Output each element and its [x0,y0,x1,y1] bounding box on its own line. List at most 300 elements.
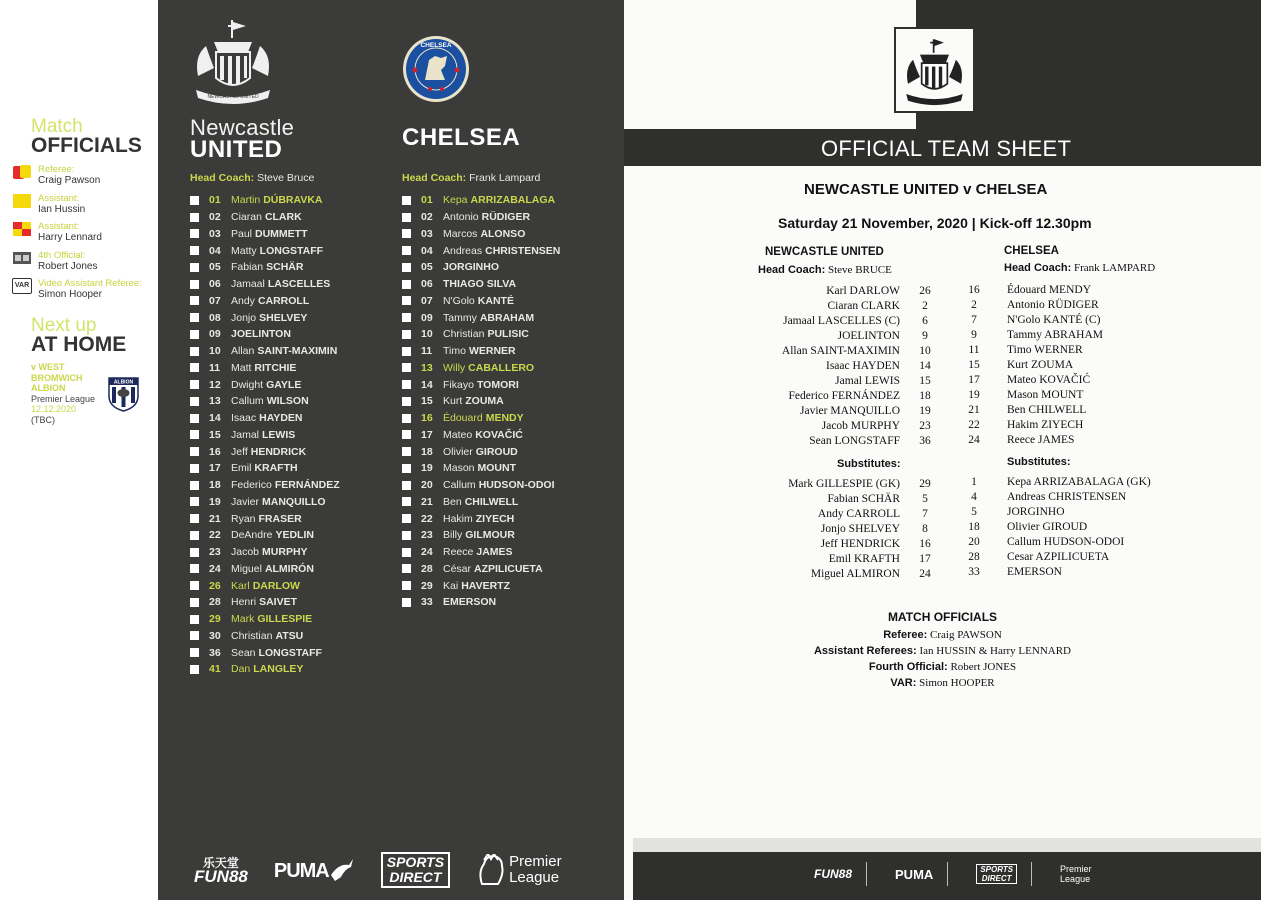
home-team-heading: NEWCASTLE UNITED [765,246,884,258]
lineup-row [782,404,950,419]
official-name: Craig Pawson [38,175,101,186]
player-name: Javier MANQUILLO [800,405,900,418]
player-first-name: Christian [443,328,485,341]
red-yellow-cards-icon [12,164,32,180]
squad-row [402,276,560,293]
checkbox[interactable] [402,229,411,238]
player-last-name: AZPILICUETA [474,562,543,575]
squad-number: 21 [421,495,433,508]
official-value: Ian HUSSIN & Harry LENNARD [919,645,1071,657]
player-last-name: WERNER [468,345,516,358]
premier-text: Premier [1060,864,1092,874]
squad-row [190,192,340,209]
sponsor-divider [866,862,867,886]
checkbox[interactable] [190,548,199,557]
player-last-name: KANTÉ [477,294,514,307]
player-first-name: Martin [231,194,261,207]
newcastle-crest-text: NEWCASTLE UNITED [207,94,259,100]
player-first-name: Mark [231,613,255,626]
player-name: Hakim ZIYECH [1007,419,1084,432]
player-first-name: Dwight [231,378,264,391]
fun88-text: FUN88 [814,867,853,881]
squad-number: 14 [209,412,221,425]
lineup-row [782,419,950,434]
squad-row [402,343,560,360]
squad-row [190,544,340,561]
player-last-name: DARLOW [252,579,300,592]
squad-row [190,477,340,494]
checkbox[interactable] [190,380,199,389]
player-first-name: Édouard [443,412,483,425]
checkbox[interactable] [190,229,199,238]
squad-number: 04 [421,244,433,257]
player-first-name: Callum [231,395,264,408]
checkbox[interactable] [190,631,199,640]
player-last-name: THIAGO SILVA [443,278,517,291]
away-substitutes-list [958,474,1151,580]
squad-row [402,192,560,209]
next-match-competition: Premier League [31,393,96,404]
shirt-number: 24 [968,434,980,447]
fun88-text: FUN88 [194,867,248,886]
squad-row [190,494,340,511]
squad-number: 19 [209,495,221,508]
player-last-name: WILSON [266,395,309,408]
player-first-name: Jonjo [231,311,257,324]
player-last-name: DÚBRAVKA [263,194,323,207]
shirt-number: 19 [968,389,980,402]
player-name: Miguel ALMIRON [810,568,900,581]
player-first-name: Olivier [443,445,473,458]
checkbox[interactable] [402,430,411,439]
player-last-name: CHRISTENSEN [485,244,561,257]
lineup-row [782,434,950,449]
lineup-row [782,358,950,373]
checkbox[interactable] [402,263,411,272]
left-panel [0,0,158,900]
player-first-name: Kai [443,579,459,592]
squad-row [190,460,340,477]
player-last-name: MURPHY [262,546,308,559]
player-name: Ben CHILWELL [1007,404,1087,417]
squad-row [402,209,560,226]
squad-number: 16 [209,445,221,458]
shirt-number: 5 [971,505,977,518]
squad-number: 18 [209,479,221,492]
player-first-name: Reece [443,546,474,559]
lineup-row [958,565,1151,580]
checkbox[interactable] [190,397,199,406]
sponsor-divider [1031,862,1032,886]
away-head-coach [1004,262,1155,274]
checkbox[interactable] [402,347,411,356]
squad-number: 28 [421,562,433,575]
lineup-row [958,373,1103,388]
player-name: Cesar AZPILICUETA [1007,551,1110,564]
player-first-name: Billy [443,529,463,542]
player-name: Mateo KOVAČIĆ [1007,374,1091,387]
checkbox[interactable] [190,246,199,255]
official-line-referee [624,629,1261,641]
shirt-number: 2 [922,299,928,312]
official-line-fourth [624,661,1261,673]
squad-number: 11 [209,361,221,374]
player-last-name: SAINT-MAXIMIN [257,345,338,358]
player-name: Andreas CHRISTENSEN [1007,490,1127,503]
premier-league-logo [476,854,562,886]
player-first-name: Marcos [443,227,478,240]
checkbox[interactable] [190,263,199,272]
checkbox[interactable] [402,514,411,523]
checkbox[interactable] [190,313,199,322]
shirt-number: 14 [919,360,931,373]
sports-text: SPORTS [386,854,445,870]
official-name: Ian Hussin [38,204,86,215]
away-starting-xi [958,282,1103,448]
checkbox[interactable] [402,481,411,490]
squad-number: 15 [209,428,221,441]
lineup-row [958,489,1151,504]
checkbox[interactable] [402,581,411,590]
checkbox[interactable] [402,196,411,205]
chelsea-crest-text: CHELSEA [420,42,452,49]
player-name: N'Golo KANTÉ (C) [1007,313,1101,326]
official-label: Assistant Referees: [813,645,917,657]
fun88-chinese-text: 乐天堂 [202,856,239,870]
player-last-name: CHILWELL [464,495,519,508]
player-first-name: DeAndre [231,529,273,542]
squad-row [190,611,340,628]
player-name: Kurt ZOUMA [1007,359,1074,372]
squad-number: 09 [209,328,221,341]
head-coach-name: Steve Bruce [257,172,315,184]
squad-row [190,628,340,645]
squad-number: 23 [209,546,221,559]
squad-number: 18 [421,445,433,458]
player-name: Federico FERNÁNDEZ [788,390,900,403]
player-last-name: SAIVET [259,596,298,609]
direct-text: DIRECT [981,874,1012,883]
official-label: VAR: [890,677,917,689]
lineup-row [958,534,1151,549]
checkbox[interactable] [402,397,411,406]
shirt-number: 9 [971,328,977,341]
player-last-name: CABALLERO [468,361,535,374]
sponsor-divider [947,862,948,886]
player-name: Andy CARROLL [817,507,900,520]
squad-row [402,477,560,494]
checkbox[interactable] [190,598,199,607]
player-last-name: HAYDEN [259,412,303,425]
official-referee [12,164,100,187]
player-last-name: ARRIZABALAGA [470,194,556,207]
squad-number: 17 [209,462,221,475]
shirt-number: 17 [968,374,980,387]
squad-number: 07 [421,294,433,307]
squad-row [190,343,340,360]
head-coach-name: Steve BRUCE [828,264,892,276]
player-last-name: DUMMETT [255,227,308,240]
puma-logo [274,857,355,883]
match-officials-heading-light: Match [31,116,83,137]
player-name: EMERSON [1007,566,1062,579]
lineup-row [782,343,950,358]
checkbox[interactable] [190,296,199,305]
shirt-number: 26 [919,284,931,297]
checkbox[interactable] [190,430,199,439]
shirt-number: 23 [919,420,931,433]
next-match-opponent: v WEST BROMWICH ALBION [31,362,83,393]
checkbox[interactable] [190,564,199,573]
squad-row [190,393,340,410]
shirt-number: 17 [919,553,931,566]
checkbox[interactable] [190,514,199,523]
checkbox[interactable] [190,665,199,674]
player-last-name: LONGSTAFF [259,244,324,257]
player-first-name: Federico [231,479,272,492]
home-team-name-light: Newcastle [190,115,295,140]
player-last-name: CARROLL [257,294,310,307]
player-name: Emil KRAFTH [828,553,900,566]
player-first-name: Mateo [443,428,473,441]
west-brom-badge-icon [107,376,140,412]
lineup-row [958,433,1103,448]
wba-badge-text: ALBION [113,379,134,386]
sports-direct-logo [976,864,1017,884]
shirt-number: 4 [971,490,977,503]
squad-number: 11 [421,345,433,358]
checkbox[interactable] [402,531,411,540]
checkbox[interactable] [402,598,411,607]
official-role: Referee: [38,164,75,175]
player-name: Jeff HENDRICK [820,537,900,550]
newcastle-logo-box [894,27,975,113]
squad-row [190,226,340,243]
player-first-name: Matty [231,244,257,257]
checkbox[interactable] [190,280,199,289]
league-text: League [509,869,560,886]
shirt-number: 6 [922,314,928,327]
official-value: Robert JONES [950,661,1017,673]
checkbox[interactable] [402,464,411,473]
player-name: Édouard MENDY [1007,283,1091,296]
player-first-name: Antonio [443,211,479,224]
match-officials-title: MATCH OFFICIALS [887,610,998,624]
player-last-name: PULISIC [487,328,529,341]
shirt-number: 24 [919,568,931,581]
checkbox[interactable] [190,497,199,506]
player-first-name: Callum [443,479,476,492]
squad-number: 36 [209,646,221,659]
checkbox[interactable] [402,280,411,289]
next-up-heading-light: Next up [31,315,97,336]
squad-number: 06 [209,278,221,291]
player-first-name: César [443,562,472,575]
checkbox[interactable] [190,363,199,372]
official-label: Referee: [883,629,928,641]
checkbox[interactable] [402,564,411,573]
checkbox[interactable] [190,330,199,339]
squad-number: 30 [209,629,221,642]
squad-number: 03 [209,227,221,240]
squad-row [402,494,560,511]
checkbox[interactable] [402,380,411,389]
player-first-name: Jamaal [231,278,265,291]
next-up-heading: AT HOME [31,333,127,356]
official-assistant-1 [12,193,85,216]
shirt-number: 8 [922,522,928,535]
checkbox[interactable] [190,615,199,624]
checkbox[interactable] [190,347,199,356]
head-coach-label: Head Coach: [190,172,255,184]
shirt-number: 33 [968,566,980,579]
squad-row [402,309,560,326]
chelsea-crest-icon [401,34,471,104]
squad-number: 16 [421,412,433,425]
squad-row [190,644,340,661]
squad-row [190,410,340,427]
checkbox[interactable] [402,447,411,456]
newcastle-crest-icon [896,29,973,111]
head-coach-label: Head Coach: [758,264,826,276]
squad-row [190,527,340,544]
checkbox[interactable] [190,414,199,423]
player-last-name: LONGSTAFF [258,646,322,659]
squad-number: 19 [421,462,433,475]
player-last-name: ATSU [275,629,304,642]
player-first-name: Jacob [231,546,260,559]
away-team-name: CHELSEA [402,124,521,151]
player-name: Isaac HAYDEN [826,360,900,373]
checkbox[interactable] [402,330,411,339]
squad-number: 13 [421,361,433,374]
player-name: Fabian SCHÄR [827,492,900,505]
header-band [624,129,1261,166]
official-name: Robert Jones [38,261,98,272]
home-substitutes-list [788,476,950,582]
home-head-coach [190,172,314,184]
player-name: Mark GILLESPIE (GK) [788,477,900,490]
checkbox[interactable] [190,481,199,490]
teamsheet-dark-panel [158,0,624,900]
player-last-name: LEWIS [262,428,296,441]
squad-row [190,376,340,393]
squad-row [402,577,560,594]
player-last-name: MOUNT [477,462,517,475]
official-role: Video Assistant Referee: [38,278,142,289]
head-coach-name: Frank Lampard [469,172,541,184]
squad-row [190,577,340,594]
red-yellow-flag-icon [12,221,32,237]
lineup-row [958,403,1103,418]
player-last-name: FERNÁNDEZ [274,479,340,492]
checkbox[interactable] [190,464,199,473]
checkbox[interactable] [402,313,411,322]
checkbox[interactable] [402,296,411,305]
player-first-name: Paul [231,227,253,240]
checkbox[interactable] [402,363,411,372]
shirt-number: 9 [922,329,928,342]
shirt-number: 16 [919,537,931,550]
player-last-name: EMERSON [443,596,497,609]
player-first-name: Christian [231,629,273,642]
player-last-name: HENDRICK [250,445,307,458]
checkbox[interactable] [402,548,411,557]
player-last-name: JAMES [476,546,513,559]
player-first-name: Kurt [443,395,463,408]
player-name: Antonio RÜDIGER [1007,298,1099,311]
squad-row [190,259,340,276]
checkbox[interactable] [190,581,199,590]
checkbox[interactable] [402,497,411,506]
player-last-name: KRAFTH [254,462,298,475]
checkbox[interactable] [190,213,199,222]
lineup-row [958,342,1103,357]
squad-row [402,544,560,561]
shirt-number: 18 [968,520,980,533]
player-first-name: Andreas [443,244,483,257]
lineup-row [958,357,1103,372]
checkbox[interactable] [402,246,411,255]
official-role: 4th Official: [38,250,86,261]
home-team-name: UNITED [190,136,283,163]
premier-text: Premier [509,853,562,870]
checkbox[interactable] [190,196,199,205]
player-last-name: GILMOUR [465,529,515,542]
home-head-coach [758,264,892,276]
player-last-name: ALMIRÓN [264,562,314,575]
checkbox[interactable] [402,414,411,423]
lineup-row [958,282,1103,297]
player-first-name: Fabian [231,261,264,274]
checkbox[interactable] [190,648,199,657]
fixture-date: Saturday 21 November, 2020 | Kick-off 12.30pm [778,215,1092,231]
official-value: Craig PAWSON [930,629,1002,641]
squad-number: 20 [421,479,433,492]
shirt-number: 36 [919,435,931,448]
league-text: League [1060,874,1091,884]
official-assistant-2 [12,221,102,244]
away-squad-list [402,192,560,611]
checkbox[interactable] [190,447,199,456]
lineup-row [958,418,1103,433]
sports-text: SPORTS [980,865,1014,874]
squad-number: 22 [209,529,221,542]
official-role: Assistant: [38,221,80,232]
squad-number: 29 [421,579,433,592]
player-last-name: RITCHIE [254,361,297,374]
shirt-number: 19 [919,405,931,418]
squad-number: 13 [209,395,221,408]
lineup-row [958,327,1103,342]
player-last-name: ZOUMA [465,395,504,408]
checkbox[interactable] [402,213,411,222]
player-last-name: ALONSO [480,227,526,240]
player-last-name: SHELVEY [259,311,308,324]
squad-number: 14 [421,378,433,391]
player-last-name: MANQUILLO [262,495,326,508]
next-match-time: (TBC) [31,414,55,425]
shirt-number: 10 [919,344,931,357]
squad-row [402,410,560,427]
checkbox[interactable] [190,531,199,540]
newcastle-crest-icon [188,16,278,104]
lineup-row [788,491,950,506]
player-first-name: Willy [443,361,466,374]
player-first-name: Jamal [231,428,260,441]
shirt-number: 29 [919,477,931,490]
squad-row [190,661,340,678]
